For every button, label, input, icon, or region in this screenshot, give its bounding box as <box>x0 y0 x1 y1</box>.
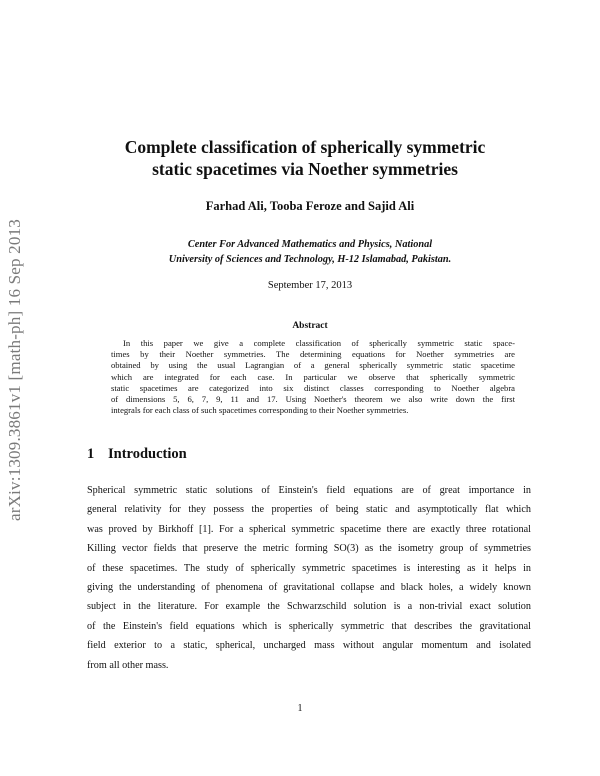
abstract-line: static spacetimes are categorized into six distinct classes corresponding to Noether algebra <box>111 382 515 393</box>
paper-title <box>60 136 550 180</box>
body-line: Killing vector fields that preserve the metric forming SO(3) as the isometry group of symmetries <box>87 543 531 555</box>
body-line: from all other mass. <box>87 659 169 671</box>
body-line: of the Einstein's field equations which is spherically symmetric that describes the gravitational <box>87 620 531 632</box>
section-number: 1 <box>87 446 95 462</box>
introduction-body <box>87 481 531 675</box>
page-number: 1 <box>297 703 303 714</box>
title-line: static spacetimes via Noether symmetries <box>152 159 458 179</box>
affiliation-line: Center For Advanced Mathematics and Physics, National <box>187 239 433 250</box>
body-line: giving the understanding of phenomena of gravitational collapse and black holes, a widely known <box>87 582 531 594</box>
body-line: general relativity for they possess the properties of being static and asymptotically flat which <box>87 504 531 516</box>
abstract-line: obtained by using the usual Lagrangian of a general spherically symmetric static spacetime <box>111 360 515 371</box>
affiliation <box>60 237 560 267</box>
arxiv-identifier: arXiv:1309.3861v1 [math-ph] 16 Sep 2013 <box>5 219 24 521</box>
section-heading <box>87 446 187 463</box>
body-line: was proved by Birkhoff [1]. For a spherical symmetric spacetime there are exactly three rotational <box>87 523 531 535</box>
abstract-line: which are integrated for each case. In particular we observe that spherically symmetric <box>111 371 515 382</box>
section-title: Introduction <box>108 446 187 462</box>
body-line: of these spacetimes. The study of spherically symmetric spacetimes is interesting as it helps in <box>87 562 531 574</box>
abstract-line: In this paper we give a complete classification of spherically symmetric static space- <box>123 338 515 348</box>
body-line: Spherical symmetric static solutions of Einstein's field equations are of great importance in <box>87 485 531 496</box>
body-line: field exterior to a static, spherical, uncharged mass without angular momentum and isolated <box>87 640 531 652</box>
abstract-line: integrals for each class of such spacetimes corresponding to their Noether symmetries. <box>111 405 409 416</box>
abstract-heading: Abstract <box>292 321 328 331</box>
paper-date: September 17, 2013 <box>267 280 353 291</box>
author-list: Farhad Ali, Tooba Feroze and Sajid Ali <box>205 199 415 213</box>
body-line: subject in the literature. For example the Schwarzschild solution is a non-trivial exact solution <box>87 601 531 613</box>
title-line: Complete classification of spherically symmetric <box>124 137 486 157</box>
affiliation-line: University of Sciences and Technology, H-12 Islamabad, Pakistan. <box>168 254 452 265</box>
abstract-line: times by their Noether symmetries. The determining equations for Noether symmetries are <box>111 349 515 360</box>
abstract-line: of dimensions 5, 6, 7, 9, 11 and 17. Using Noether's theorem we also write down the first <box>111 394 515 405</box>
arxiv-side-stamp <box>2 180 28 560</box>
abstract-body <box>111 338 515 416</box>
